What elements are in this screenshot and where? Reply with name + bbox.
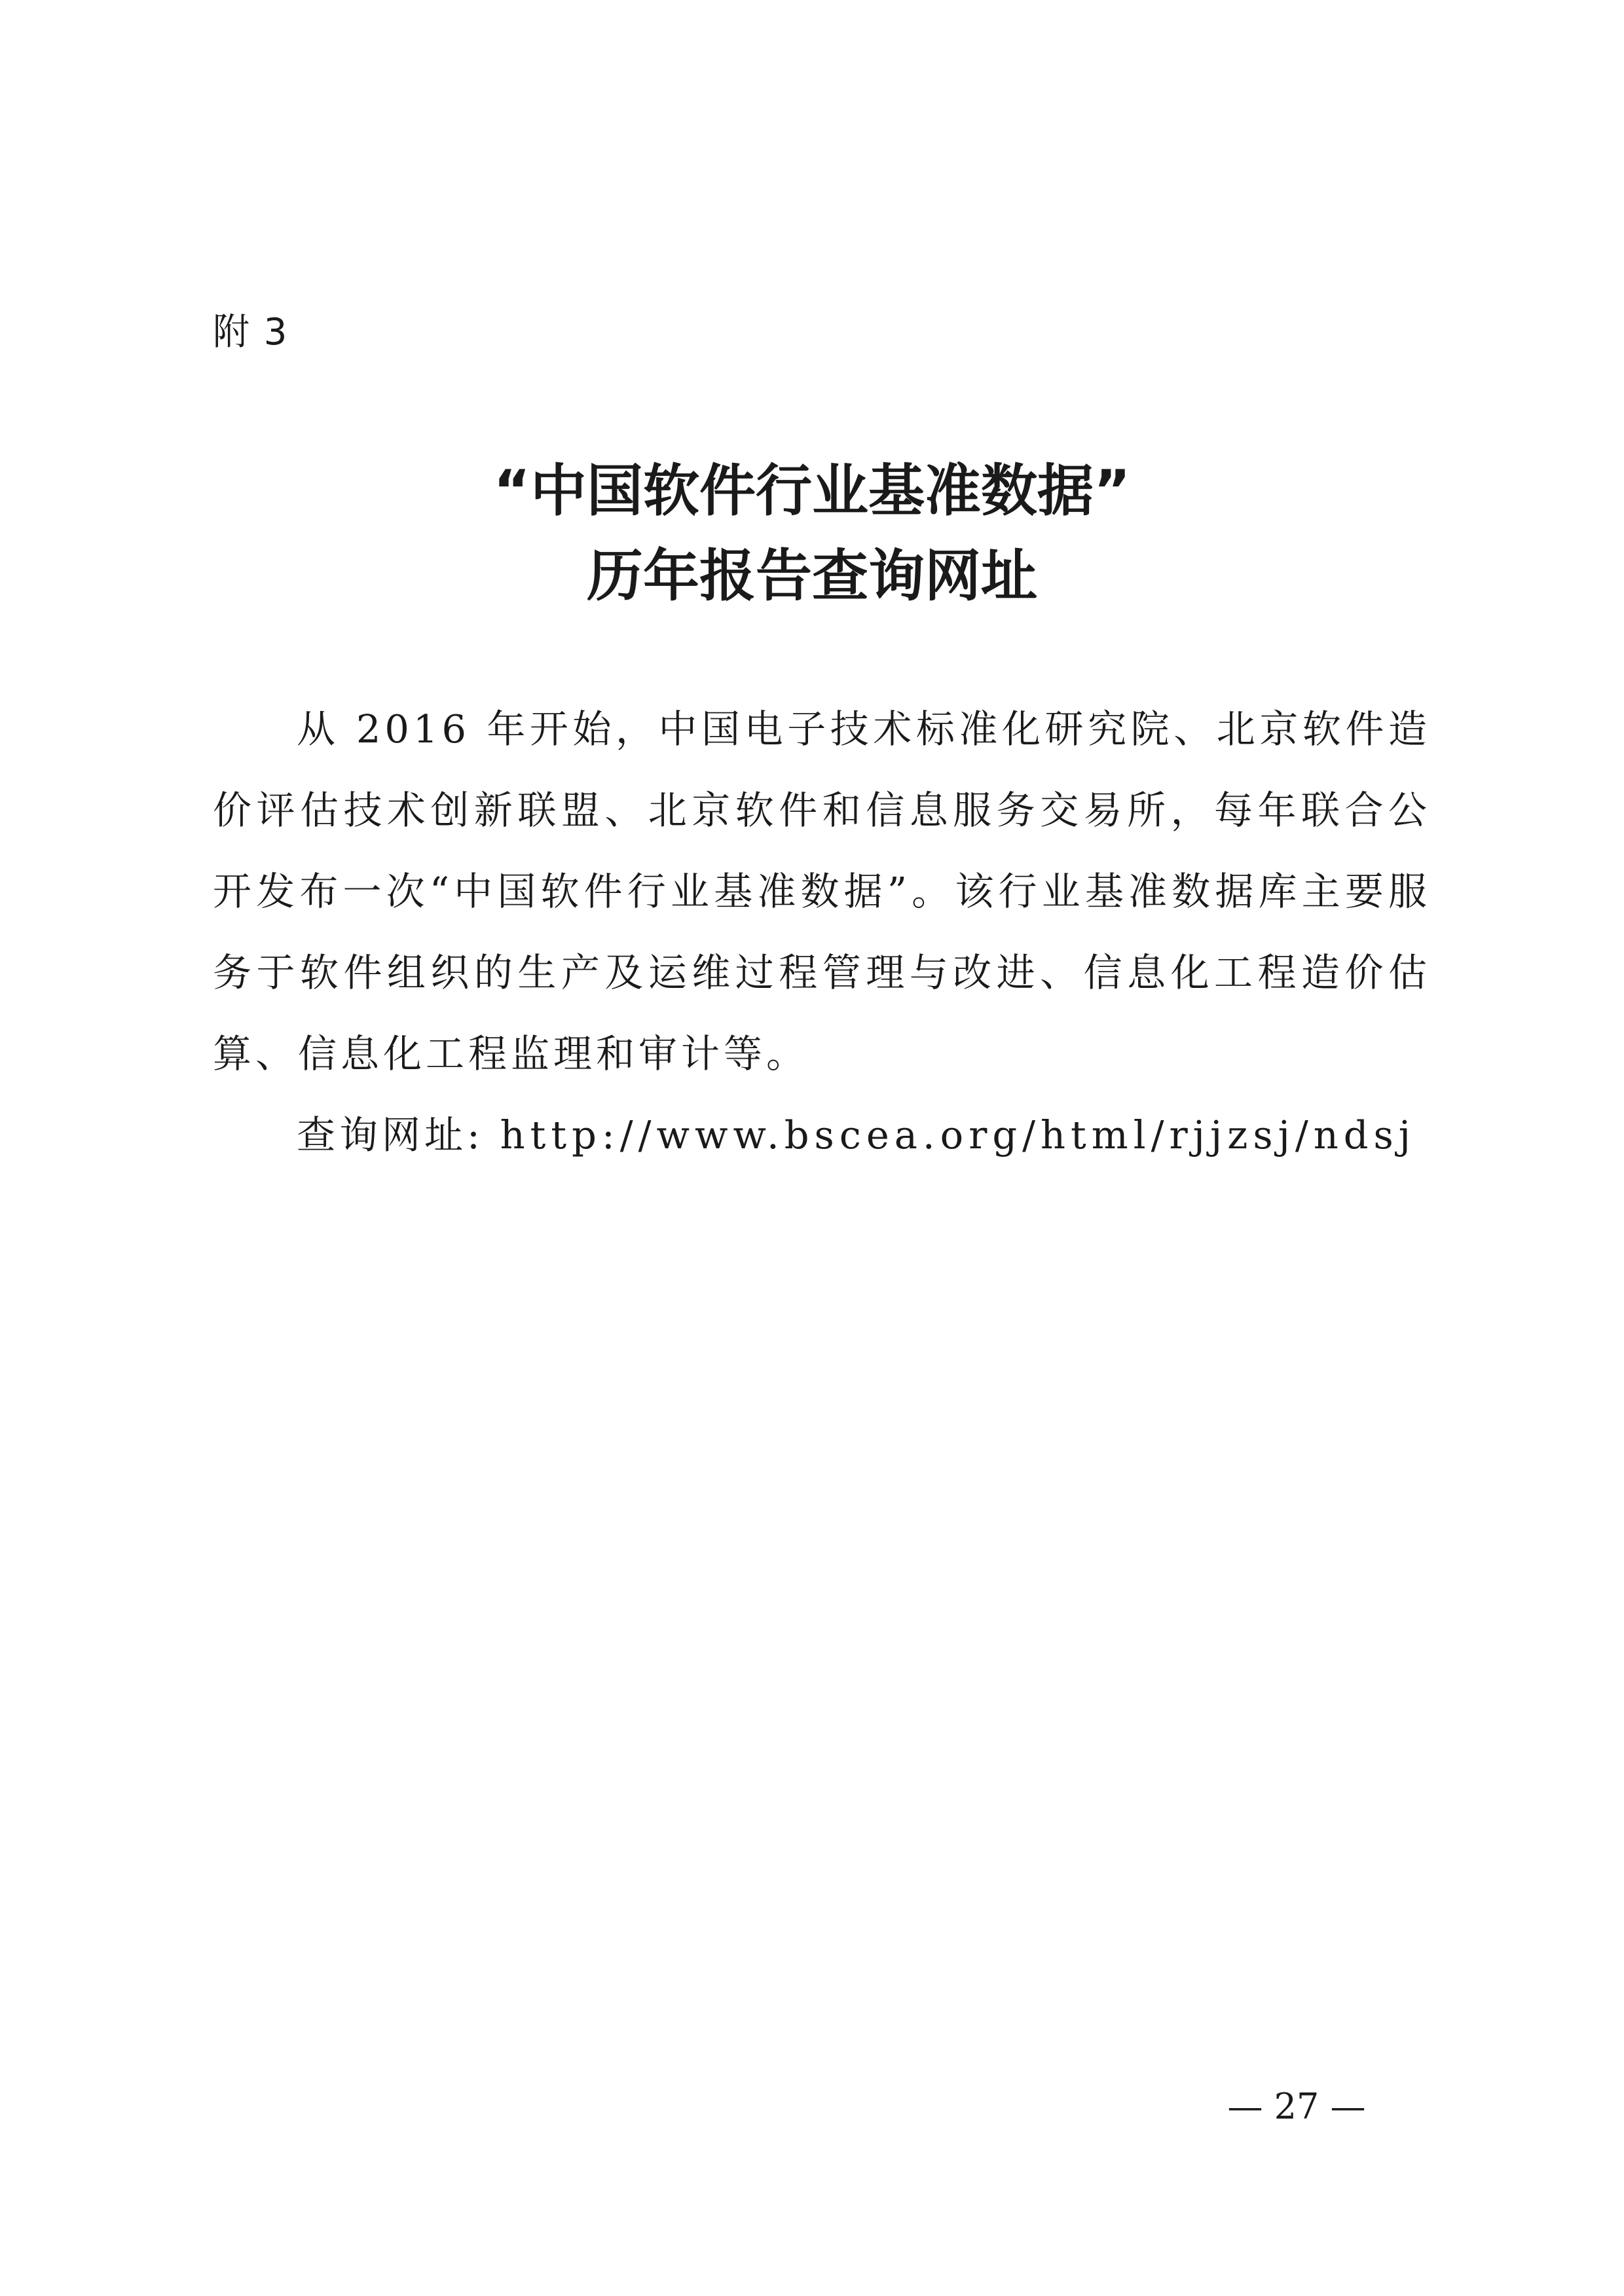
attachment-label: 附 3 <box>213 311 289 354</box>
document-title <box>0 448 1624 619</box>
query-label: 查询网址: <box>297 1112 484 1157</box>
body-paragraph: 从 2016 年开始，中国电子技术标准化研究院、北京软件造价评估技术创新联盟、北京软件和信息服务交易所，每年联合公开发布一次“中国软件行业基准数据”。该行业基准数据库主要服务于软件组织的生产及运维过程管理与改进、信息化工程造价估算、信息化工程监理和审计等。 <box>213 706 1431 1076</box>
query-url: http://www.bscea.org/html/rjjzsj/ndsj <box>500 1112 1416 1157</box>
title-line-2: 历年报告查询网址 <box>587 543 1037 609</box>
page-number: — 27 — <box>1227 2086 1366 2127</box>
query-line <box>297 1095 1416 1176</box>
title-line-1: “中国软件行业基准数据” <box>493 458 1131 524</box>
